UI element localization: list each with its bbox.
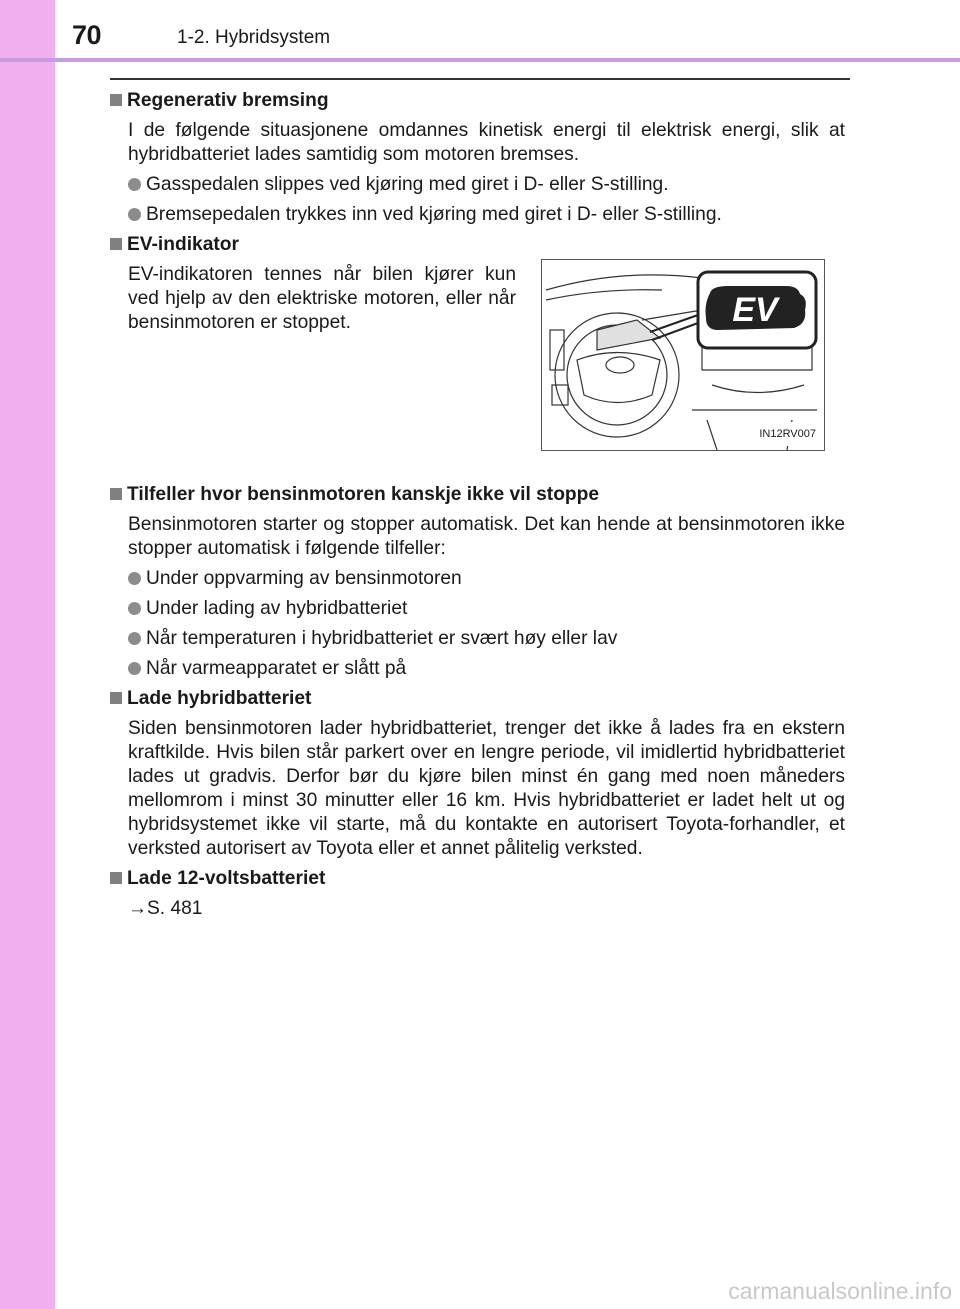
paragraph-ev: EV-indikatoren tennes når bilen kjører kun ved hjelp av den elektriske motoren, eller når bensinmotoren er stoppet.: [128, 264, 516, 333]
bullet-item: Under lading av hybridbatteriet: [110, 597, 845, 621]
side-tab-bar: [0, 0, 55, 1309]
arrow-right-icon: →: [128, 898, 147, 919]
header-rule: [0, 58, 960, 62]
bullet-item: Når temperaturen i hybridbatteriet er svært høy eller lav: [110, 627, 845, 651]
page-content: [110, 89, 845, 927]
heading-square-icon: [110, 94, 122, 106]
section-title: 1-2. Hybridsystem: [177, 27, 331, 48]
page-number: 70: [72, 20, 102, 50]
heading-ev: EV-indikator: [110, 233, 845, 257]
ev-section-row: [110, 263, 845, 483]
bullet-dot-icon: [128, 572, 141, 585]
paragraph-charge: Siden bensinmotoren lader hybridbatteriet, trenger det ikke å lades fra en ekstern kraftkilde. Hvis bilen står parkert over en lengre periode, vil imidlertid hybridbatteriet lades ut gradvis. Derfor bør du kjøre bilen minst én gang med noen måneders mellomrom i minst 30 minutter eller 16 km. Hvis hybridbatteriet er ladet helt ut og hybridsystemet ikke vil starte, må du kontakte en autorisert Toyota-forhandler, et verksted autorisert av Toyota eller et annet pålitelig verksted.: [128, 718, 845, 859]
content-top-rule: [110, 78, 850, 80]
page-reference: [110, 897, 845, 921]
bullet-dot-icon: [128, 178, 141, 191]
bullet-item: Bremsepedalen trykkes inn ved kjøring med giret i D- eller S-stilling.: [110, 203, 845, 227]
bullet-item: Gasspedalen slippes ved kjøring med giret i D- eller S-stilling.: [110, 173, 845, 197]
ev-icon-label: EV: [732, 291, 778, 329]
heading-stop: Tilfeller hvor bensinmotoren kanskje ikke vil stoppe: [110, 483, 845, 507]
heading-twelve-volt: Lade 12-voltsbatteriet: [110, 867, 845, 891]
bullet-item: Når varmeapparatet er slått på: [110, 657, 845, 681]
page-reference-link[interactable]: S. 481: [147, 898, 203, 919]
figure-code: IN12RV007: [757, 422, 818, 446]
heading-square-icon: [110, 872, 122, 884]
heading-square-icon: [110, 488, 122, 500]
bullet-dot-icon: [128, 208, 141, 221]
heading-regen: Regenerativ bremsing: [110, 89, 845, 113]
bullet-dot-icon: [128, 602, 141, 615]
ev-indicator-illustration: [541, 259, 825, 451]
bullet-item: Under oppvarming av bensinmotoren: [110, 567, 845, 591]
watermark: carmanualsonline.info: [728, 1278, 952, 1304]
paragraph-regen: I de følgende situasjonene omdannes kinetisk energi til elektrisk energi, slik at hybridbatteriet lades samtidig som motoren bremses.: [128, 120, 845, 165]
heading-square-icon: [110, 692, 122, 704]
bullet-dot-icon: [128, 632, 141, 645]
paragraph-stop: Bensinmotoren starter og stopper automatisk. Det kan hende at bensinmotoren ikke stopper automatisk i følgende tilfeller:: [128, 514, 845, 559]
heading-charge: Lade hybridbatteriet: [110, 687, 845, 711]
bullet-dot-icon: [128, 662, 141, 675]
heading-square-icon: [110, 238, 122, 250]
